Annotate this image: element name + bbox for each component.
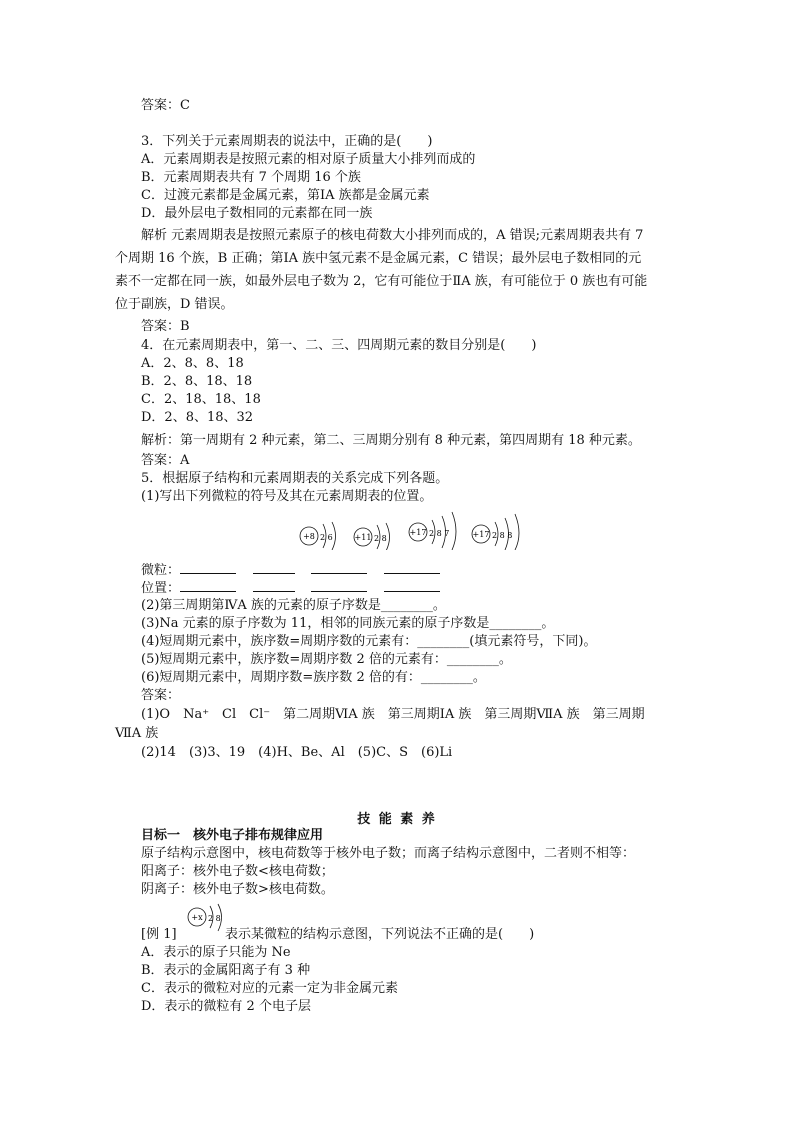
atom-4-nucleus: +17: [472, 530, 490, 539]
atom-diagram-2: [354, 523, 390, 550]
q4-option-c: C．2、18、18、18: [141, 392, 261, 407]
atom-2-shells: 2 8: [374, 534, 387, 543]
section-paragraph-2: 阳离子：核外电子数<核电荷数；: [141, 864, 334, 879]
q3-option-d: D．最外层电子数相同的元素都在同一族: [141, 206, 373, 221]
q5-sub1: (1)写出下列微粒的符号及其在元素周期表的位置。: [141, 489, 433, 504]
q2-answer: 答案：C: [141, 98, 190, 113]
q5-sub2: (2)第三周期第ⅣA 族的元素的原子序数是________。: [141, 598, 446, 613]
q3-option-c: C．过渡元素都是金属元素，第ⅠA 族都是金属元素: [141, 188, 430, 203]
section-paragraph-1: 原子结构示意图中，核电荷数等于核外电子数；而离子结构示意图中，二者则不相等：: [141, 846, 636, 861]
q3-stem: 3．下列关于元素周期表的说法中，正确的是( ): [141, 134, 433, 149]
example-atom-nucleus: +x: [191, 913, 203, 922]
example-1-option-a: A．表示的原子只能为 Ne: [141, 945, 291, 960]
position-row: [141, 579, 440, 597]
atom-diagram-1: [300, 522, 336, 550]
q5-answer-line-1: (1)O Na⁺ Cl Cl⁻ 第二周期ⅥA 族 第三周期ⅠA 族 第三周期ⅦA 族 第三周期: [141, 707, 645, 722]
atom-4-shells: 2 8 8: [492, 531, 513, 540]
q3-analysis-line-4: 位于副族，D 错误。: [115, 297, 234, 312]
q4-option-d: D．2、8、18、32: [141, 410, 254, 425]
atom-3-shells: 2 8 7: [429, 529, 450, 538]
example-1-stem: 表示某微粒的结构示意图，下列说法不正确的是( ): [225, 927, 535, 942]
q3-analysis-line-1: 解析 元素周期表是按照元素原子的核电荷数大小排列而成的，A 错误;元素周期表共有 7: [141, 228, 644, 243]
particle-label: 微粒：: [141, 563, 181, 578]
q3-option-a: A．元素周期表是按照元素的相对原子质量大小排列而成的: [141, 152, 476, 167]
q5-answer-line-2: ⅦA 族: [115, 726, 159, 741]
example-1-option-c: C．表示的微粒对应的元素一定为非金属元素: [141, 981, 398, 996]
q3-analysis-line-2: 个周期 16 个族，B 正确；第ⅠA 族中氢元素不是金属元素，C 错误；最外层电子数相同的元: [115, 251, 642, 266]
position-blank-2[interactable]: [253, 579, 295, 592]
q5-answer-line-3: (2)14 (3)3、19 (4)H、Be、Al (5)C、S (6)Li: [141, 745, 453, 760]
particle-blank-3[interactable]: [311, 561, 367, 574]
atom-2-nucleus: +11: [354, 533, 372, 542]
particle-blank-1[interactable]: [180, 561, 236, 574]
example-1-option-d: D．表示的微粒有 2 个电子层: [141, 999, 311, 1014]
particle-blank-2[interactable]: [253, 561, 295, 574]
q5-answer-label: 答案：: [141, 688, 181, 703]
q3-analysis-line-3: 素不一定都在同一族，如最外层电子数为 2，它有可能位于ⅡA 族，有可能位于 0 族也有可能: [115, 274, 648, 289]
q4-analysis: 解析：第一周期有 2 种元素，第二、三周期分别有 8 种元素，第四周期有 18 种元素。: [141, 433, 641, 448]
q3-option-b: B．元素周期表共有 7 个周期 16 个族: [141, 170, 361, 185]
atom-diagram-3: [409, 512, 456, 550]
example-1-option-b: B．表示的金属阳离子有 3 种: [141, 963, 311, 978]
atom-1-nucleus: +8: [303, 532, 315, 541]
q5-sub6: (6)短周期元素中，周期序数=族序数 2 倍的有：________。: [141, 670, 486, 685]
position-blank-4[interactable]: [384, 579, 440, 592]
position-blank-3[interactable]: [311, 579, 367, 592]
section-paragraph-3: 阴离子：核外电子数>核电荷数。: [141, 882, 334, 897]
q4-answer: 答案：A: [141, 453, 190, 468]
q4-option-a: A．2、8、8、18: [141, 356, 244, 371]
position-label: 位置：: [141, 581, 181, 596]
atom-diagrams: [296, 510, 536, 550]
atom-diagram-4: [472, 514, 519, 550]
q4-option-b: B．2、8、18、18: [141, 374, 253, 389]
q5-sub5: (5)短周期元素中，族序数=周期序数 2 倍的元素有：________。: [141, 652, 512, 667]
section-goal: 目标一 核外电子排布规律应用: [141, 828, 324, 843]
section-title: 技 能 素 养: [357, 812, 437, 827]
q3-answer: 答案：B: [141, 319, 190, 334]
position-blank-1[interactable]: [180, 579, 236, 592]
q5-sub4: (4)短周期元素中，族序数=周期序数的元素有：________(填元素符号，下同)。: [141, 634, 597, 649]
particle-row: [141, 561, 440, 579]
particle-blank-4[interactable]: [384, 561, 440, 574]
example-1-label: [例 1]: [141, 927, 177, 942]
q4-stem: 4．在元素周期表中，第一、二、三、四周期元素的数目分别是( ): [141, 338, 537, 353]
atom-1-shells: 2 6: [320, 533, 333, 542]
atom-3-nucleus: +17: [409, 528, 427, 537]
q5-stem: 5．根据原子结构和元素周期表的关系完成下列各题。: [141, 471, 449, 486]
q5-sub3: (3)Na 元素的原子序数为 11，相邻的同族元素的原子序数是________。: [141, 616, 555, 631]
example-atom-shells: 2 8: [208, 914, 221, 923]
